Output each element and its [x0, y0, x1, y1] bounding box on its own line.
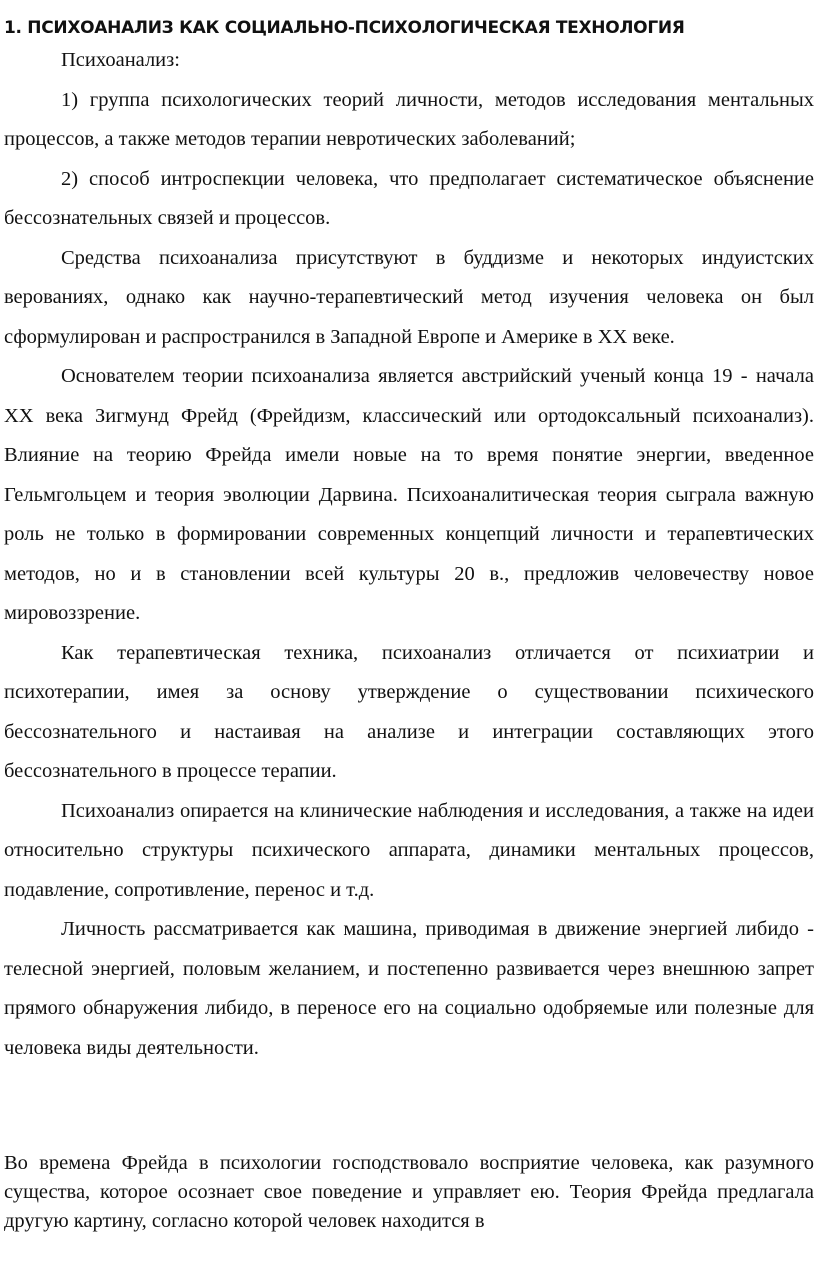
paragraph-definition-2: 2) способ интроспекции человека, что предполагает систематическое объяснение бессознательных связей и процессов.	[4, 167, 814, 229]
paragraph-technique: Как терапевтическая техника, психоанализ отличается от психиатрии и психотерапии, имея за основу утверждение о существовании психического бессознательного и настаивая на анализе и интеграции составляющих этого бессознательного в процессе терапии.	[4, 641, 814, 782]
paragraph-definition-1: 1) группа психологических теорий личности, методов исследования ментальных процессов, а также методов терапии невротических заболеваний;	[4, 88, 814, 150]
paragraph-foundations: Психоанализ опирается на клинические наблюдения и исследования, а также на идеи относительно структуры психического аппарата, динамики ментальных процессов, подавление, сопротивление, перенос и т.д.	[4, 799, 814, 901]
paragraph-origins: Средства психоанализа присутствуют в буддизме и некоторых индуистских верованиях, однако как научно-терапевтический метод изучения человека он был сформулирован и распространился в Западной Европе и Америке в XX веке.	[4, 246, 814, 348]
paragraph-founder: Основателем теории психоанализа является австрийский ученый конца 19 - начала XX века Зигмунд Фрейд (Фрейдизм, классический или ортодоксальный психоанализ). Влияние на теорию Фрейда имели новые на то время понятие энергии, введенное Гельмгольцем и теория эволюции Дарвина. Психоаналитическая теория сыграла важную роль не только в формировании современных концепций личности и терапевтических методов, но и в становлении всей культуры 20 в., предложив человечеству новое мировоззрение.	[4, 365, 814, 624]
section-heading: 1. ПСИХОАНАЛИЗ КАК СОЦИАЛЬНО-ПСИХОЛОГИЧЕСКАЯ ТЕХНОЛОГИЯ	[4, 18, 685, 38]
paragraph-freud-era: Во времена Фрейда в психологии господствовало восприятие человека, как разумного существа, которое осознает свое поведение и управляет ею. Теория Фрейда предлагала другую картину, согласно которой человек находится в	[4, 1152, 814, 1232]
body-text	[4, 41, 814, 1068]
paragraph-personality: Личность рассматривается как машина, приводимая в движение энергией либидо - телесной энергией, половым желанием, и постепенно развивается через внешнюю запрет прямого обнаружения либидо, в переносе его на социально одобряемые или полезные для человека виды деятельности.	[4, 918, 814, 1059]
paragraph-definition-intro: Психоанализ:	[61, 49, 180, 71]
body-text-continued	[4, 1149, 814, 1236]
